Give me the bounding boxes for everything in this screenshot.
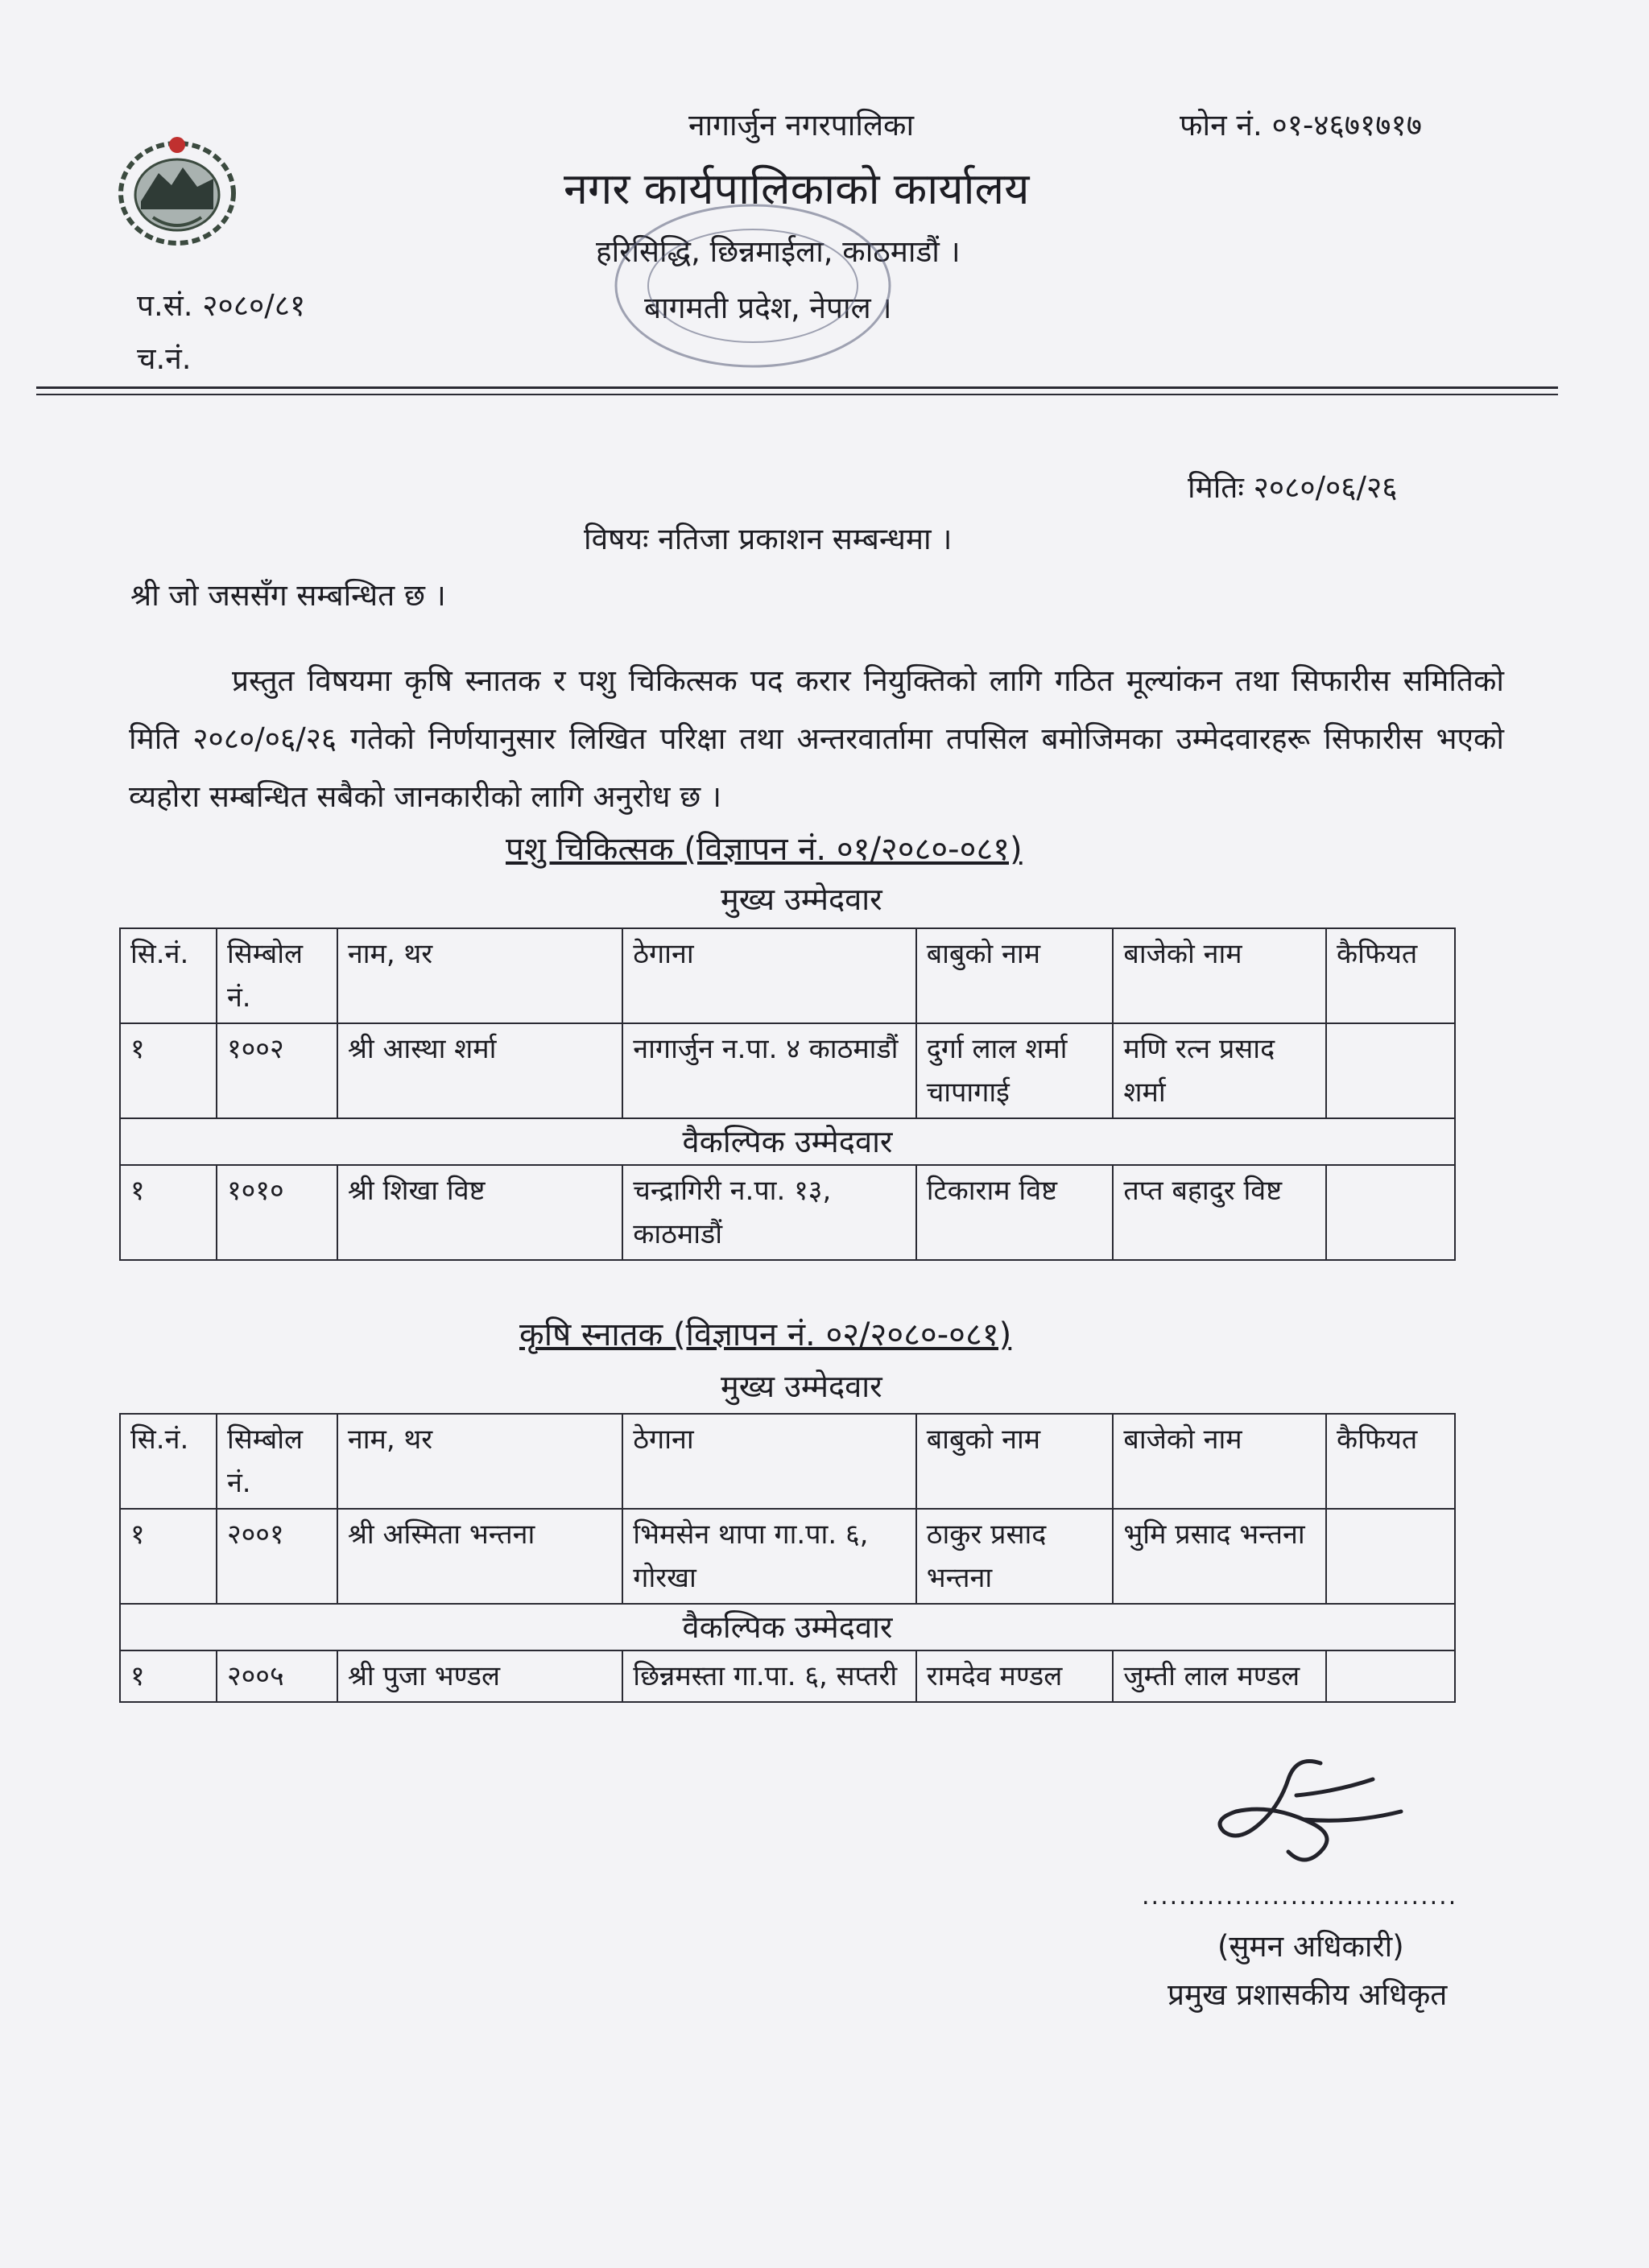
reference-number: प.सं. २०८०/८१	[137, 288, 306, 323]
col-header: सिम्बोल नं.	[217, 1414, 337, 1509]
table-row	[120, 1023, 1455, 1118]
col-header: ठेगाना	[622, 928, 915, 1023]
cell-grandfather: तप्त बहादुर विष्ट	[1113, 1165, 1326, 1260]
table-header-row	[120, 928, 1455, 1023]
col-header: बाबुको नाम	[916, 928, 1114, 1023]
cell-sn: १	[120, 1023, 217, 1118]
cell-father: ठाकुर प्रसाद भन्तना	[916, 1509, 1114, 1604]
office-name-top: नागार्जुन नगरपालिका	[688, 108, 915, 143]
alternate-candidate-heading: वैकल्पिक उम्मेदवार	[120, 1118, 1455, 1165]
cell-father: दुर्गा लाल शर्मा चापागाई	[916, 1023, 1114, 1118]
signature-icon	[1200, 1747, 1417, 1884]
letter-date: मितिः २०८०/०६/२६	[1188, 470, 1398, 505]
cell-grandfather: मणि रत्न प्रसाद शर्मा	[1113, 1023, 1326, 1118]
cell-name: श्री आस्था शर्मा	[337, 1023, 622, 1118]
alternate-heading-row	[120, 1118, 1455, 1165]
office-province: बागमती प्रदेश, नेपाल ।	[644, 291, 892, 325]
col-header: बाजेको नाम	[1113, 928, 1326, 1023]
col-header: बाबुको नाम	[916, 1414, 1114, 1509]
nepal-emblem-icon	[109, 129, 246, 250]
candidate-table	[119, 1413, 1456, 1703]
dispatch-number: च.नं.	[137, 341, 192, 376]
cell-name: श्री पुजा भण्डल	[337, 1650, 622, 1702]
signature-line: ..................................	[1142, 1882, 1458, 1911]
table-row	[120, 1509, 1455, 1604]
letter-body: प्रस्तुत विषयमा कृषि स्नातक र पशु चिकित्सक पद करार नियुक्तिको लागि गठित मूल्यांकन तथा सिफारीस समितिको मिति २०८०/०६/२६ गतेको निर्णयानुसार लिखित परिक्षा तथा अन्तरवार्तामा तपसिल बमोजिमका उम्मेदवारहरू सिफारीस भएको व्यहोरा सम्बन्धित सबैको जानकारीको लागि अनुरोध छ ।	[129, 663, 1504, 814]
cell-sn: १	[120, 1650, 217, 1702]
office-name-main: नगर कार्यपालिकाको कार्यालय	[564, 163, 1030, 214]
cell-address: नागार्जुन न.पा. ४ काठमाडौं	[622, 1023, 915, 1118]
letter-salutation: श्री जो जससँग सम्बन्धित छ ।	[130, 578, 446, 613]
signatory-name: (सुमन अधिकारी)	[1217, 1929, 1404, 1964]
col-header: ठेगाना	[622, 1414, 915, 1509]
main-candidate-heading: मुख्य उम्मेदवार	[721, 882, 882, 917]
table-header-row	[120, 1414, 1455, 1509]
cell-symbol: २००१	[217, 1509, 337, 1604]
col-header: कैफियत	[1326, 1414, 1455, 1509]
col-header: कैफियत	[1326, 928, 1455, 1023]
cell-address: भिमसेन थापा गा.पा. ६, गोरखा	[622, 1509, 915, 1604]
header-divider-secondary	[36, 394, 1558, 395]
cell-grandfather: जुम्ती लाल मण्डल	[1113, 1650, 1326, 1702]
cell-father: रामदेव मण्डल	[916, 1650, 1114, 1702]
office-address: हरिसिद्धि, छिन्नमाईला, काठमाडौं ।	[596, 234, 961, 269]
office-stamp-icon	[608, 197, 898, 374]
section-title: कृषि स्नातक (विज्ञापन नं. ०२/२०८०-०८१)	[519, 1316, 1012, 1353]
cell-name: श्री शिखा विष्ट	[337, 1165, 622, 1260]
cell-address: छिन्नमस्ता गा.पा. ६, सप्तरी	[622, 1650, 915, 1702]
cell-address: चन्द्रागिरी न.पा. १३, काठमाडौं	[622, 1165, 915, 1260]
cell-remarks	[1326, 1509, 1455, 1604]
cell-symbol: १०१०	[217, 1165, 337, 1260]
section-title: पशु चिकित्सक (विज्ञापन नं. ०१/२०८०-०८१)	[506, 831, 1023, 868]
signatory-title: प्रमुख प्रशासकीय अधिकृत	[1168, 1977, 1448, 2012]
cell-remarks	[1326, 1023, 1455, 1118]
table-row	[120, 1650, 1455, 1702]
header-divider	[36, 386, 1558, 389]
col-header: नाम, थर	[337, 1414, 622, 1509]
cell-remarks	[1326, 1165, 1455, 1260]
cell-sn: १	[120, 1165, 217, 1260]
candidate-table	[119, 927, 1456, 1261]
cell-father: टिकाराम विष्ट	[916, 1165, 1114, 1260]
cell-sn: १	[120, 1509, 217, 1604]
cell-name: श्री अस्मिता भन्तना	[337, 1509, 622, 1604]
cell-grandfather: भुमि प्रसाद भन्तना	[1113, 1509, 1326, 1604]
main-candidate-heading: मुख्य उम्मेदवार	[721, 1369, 882, 1404]
col-header: सि.नं.	[120, 928, 217, 1023]
phone-number: फोन नं. ०१-४६७१७१७	[1180, 108, 1422, 143]
letter-subject: विषयः नतिजा प्रकाशन सम्बन्धमा ।	[584, 522, 953, 556]
table-row	[120, 1165, 1455, 1260]
col-header: सिम्बोल नं.	[217, 928, 337, 1023]
col-header: नाम, थर	[337, 928, 622, 1023]
col-header: बाजेको नाम	[1113, 1414, 1326, 1509]
alternate-heading-row	[120, 1604, 1455, 1650]
cell-symbol: १००२	[217, 1023, 337, 1118]
cell-symbol: २००५	[217, 1650, 337, 1702]
col-header: सि.नं.	[120, 1414, 217, 1509]
cell-remarks	[1326, 1650, 1455, 1702]
alternate-candidate-heading: वैकल्पिक उम्मेदवार	[120, 1604, 1455, 1650]
